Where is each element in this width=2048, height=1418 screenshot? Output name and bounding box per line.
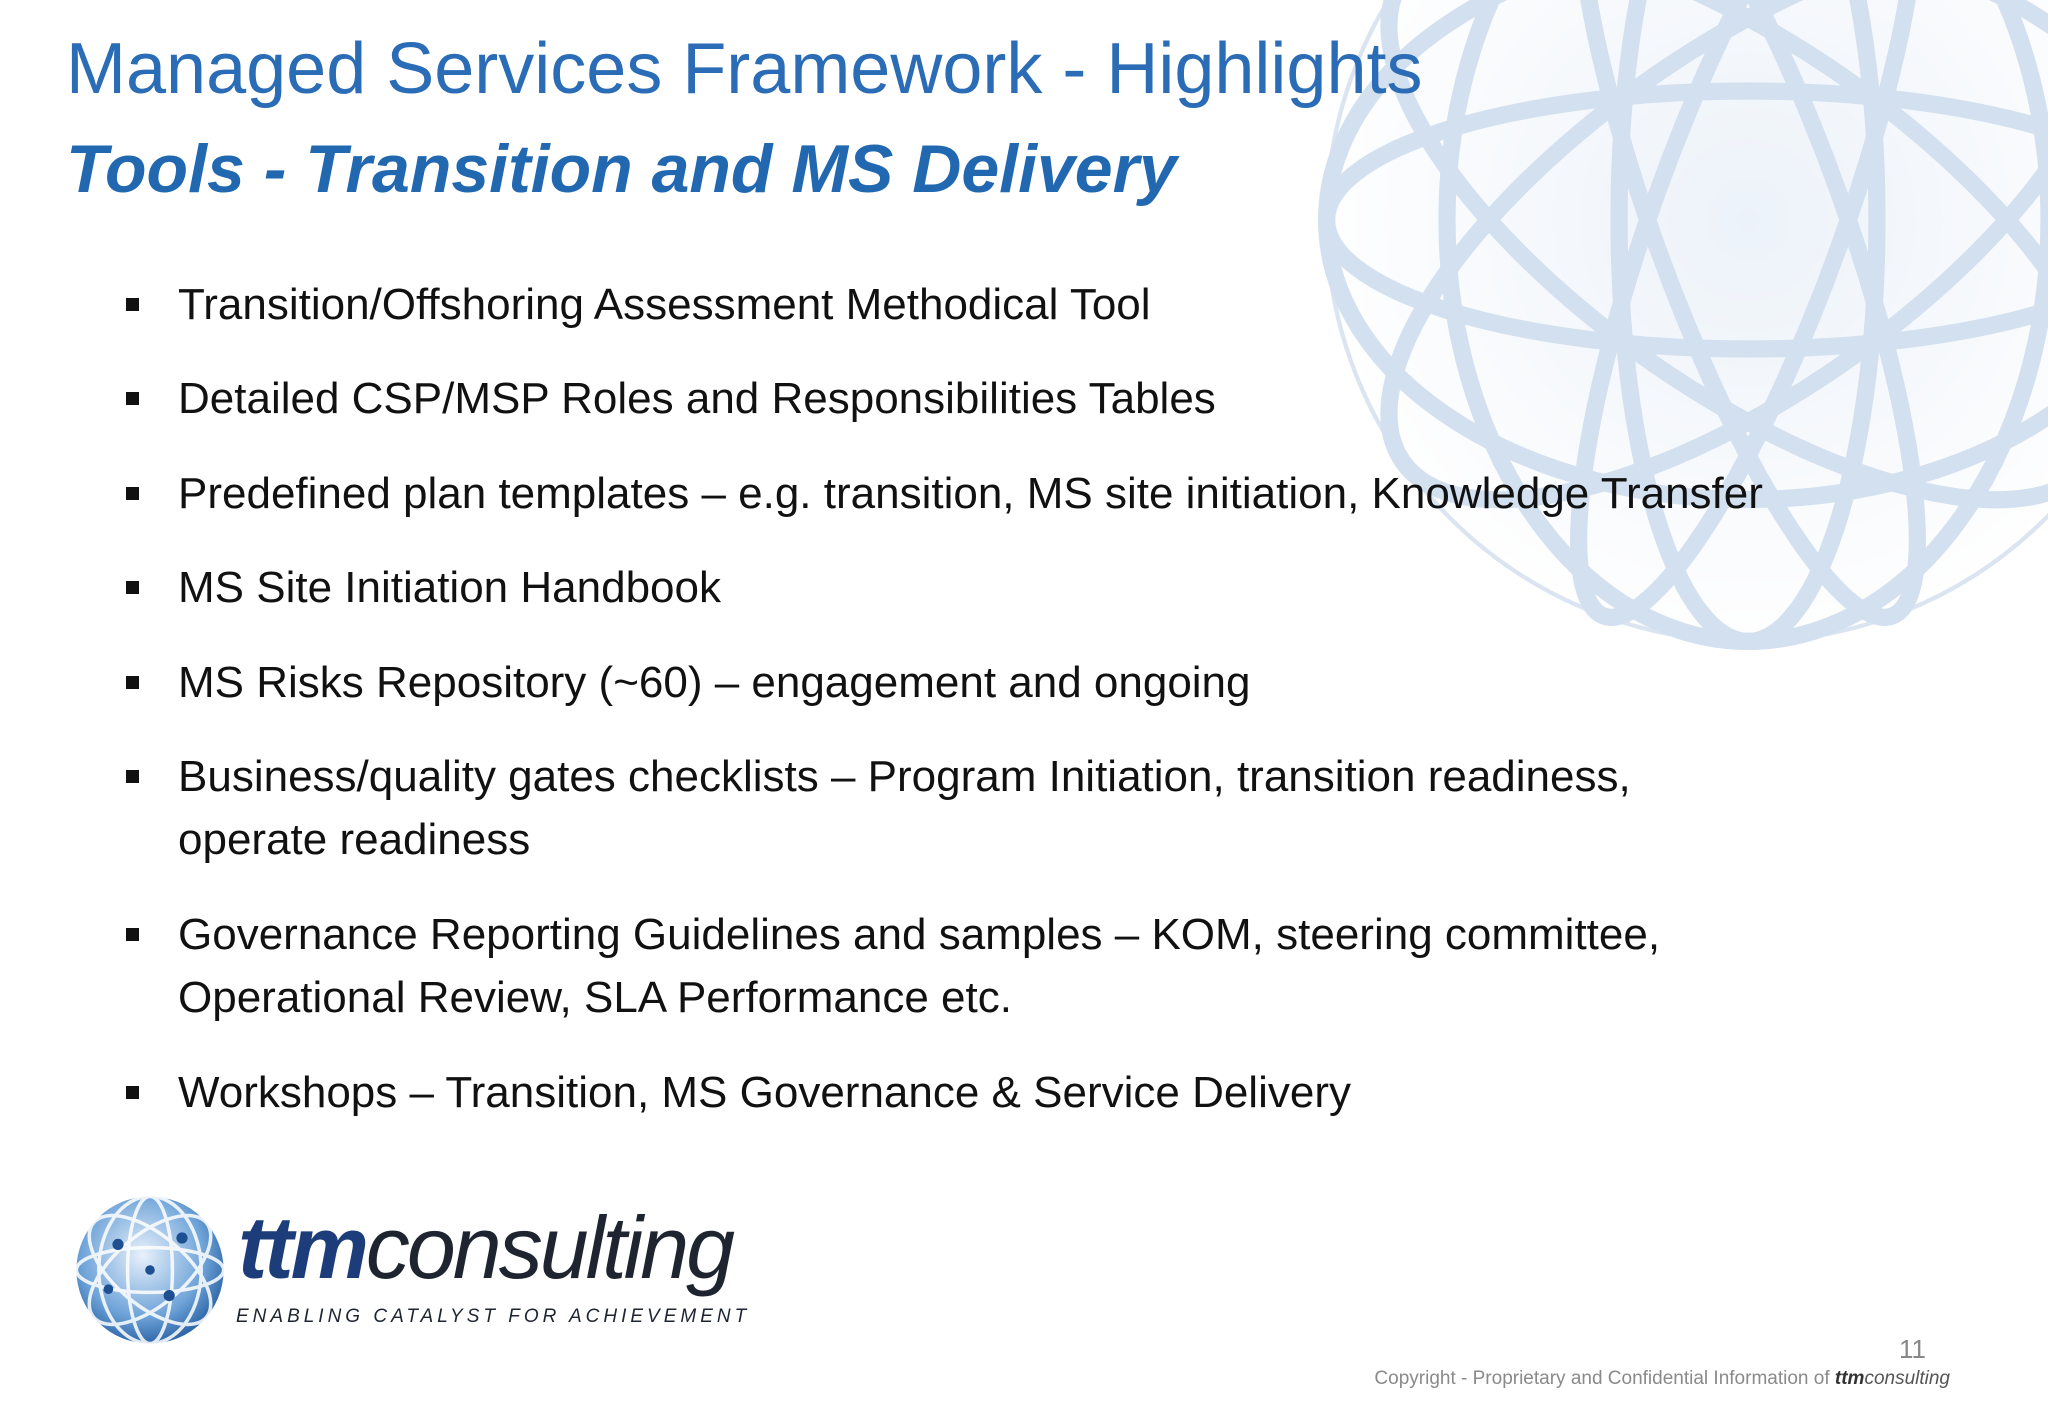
bullet-text [178, 1061, 1960, 1124]
bullet-line-1: Business/quality gates checklists – Program Initiation, transition readiness, [178, 752, 1631, 801]
bullet-line-1: Transition/Offshoring Assessment Methodical Tool [178, 280, 1151, 329]
bullet-square-icon [126, 928, 139, 941]
slide-subtitle: Tools - Transition and MS Delivery [66, 131, 1177, 207]
bullet-item [120, 745, 1960, 871]
bullet-text [178, 367, 1960, 430]
bullet-line-1: MS Risks Repository (~60) – engagement and ongoing [178, 658, 1251, 707]
bullet-square-icon [126, 581, 139, 594]
bullet-text [178, 745, 1960, 871]
bullet-line-1: Detailed CSP/MSP Roles and Responsibilities Tables [178, 374, 1216, 423]
copyright-brand-bold: ttm [1834, 1368, 1865, 1389]
bullet-square-icon [126, 1086, 139, 1099]
bullet-line-1: Workshops – Transition, MS Governance & Service Delivery [178, 1068, 1351, 1117]
logo-wordmark [238, 1198, 732, 1298]
bullet-text [178, 903, 1960, 1029]
copyright-brand-rest: consulting [1864, 1368, 1950, 1389]
logo-wordmark-rest: consulting [365, 1198, 733, 1297]
bullet-item [120, 1061, 1960, 1124]
bullet-line-1: Predefined plan templates – e.g. transition, MS site initiation, Knowledge Transfer [178, 469, 1763, 518]
bullet-text [178, 462, 1960, 525]
bullet-item [120, 556, 1960, 619]
page-number: 11 [1899, 1334, 1926, 1364]
bullet-item [120, 367, 1960, 430]
bullet-text [178, 273, 1960, 336]
bullet-text [178, 651, 1960, 714]
bullet-square-icon [126, 676, 139, 689]
copyright-text: Copyright - Proprietary and Confidential Information of [1374, 1368, 1835, 1389]
bullet-square-icon [126, 770, 139, 783]
bullet-line-2: Operational Review, SLA Performance etc. [178, 973, 1012, 1022]
logo-tagline: ENABLING CATALYST FOR ACHIEVEMENT [236, 1306, 751, 1327]
bullet-text [178, 556, 1960, 619]
bullet-item [120, 651, 1960, 714]
slide-title: Managed Services Framework - Highlights [66, 29, 1423, 109]
bullet-square-icon [126, 298, 139, 311]
bullet-square-icon [126, 392, 139, 405]
bullet-item [120, 462, 1960, 525]
bullet-line-1: Governance Reporting Guidelines and samples – KOM, steering committee, [178, 910, 1661, 959]
bullet-square-icon [126, 487, 139, 500]
logo-wordmark-bold: ttm [238, 1198, 366, 1297]
company-logo [70, 1190, 770, 1350]
copyright-brand [1835, 1368, 1950, 1389]
bullet-line-1: MS Site Initiation Handbook [178, 563, 721, 612]
bullet-item [120, 273, 1960, 336]
bullet-line-2: operate readiness [178, 815, 531, 864]
logo-globe-icon [70, 1190, 230, 1350]
bullet-item [120, 903, 1960, 1029]
copyright-notice [1374, 1368, 1950, 1390]
